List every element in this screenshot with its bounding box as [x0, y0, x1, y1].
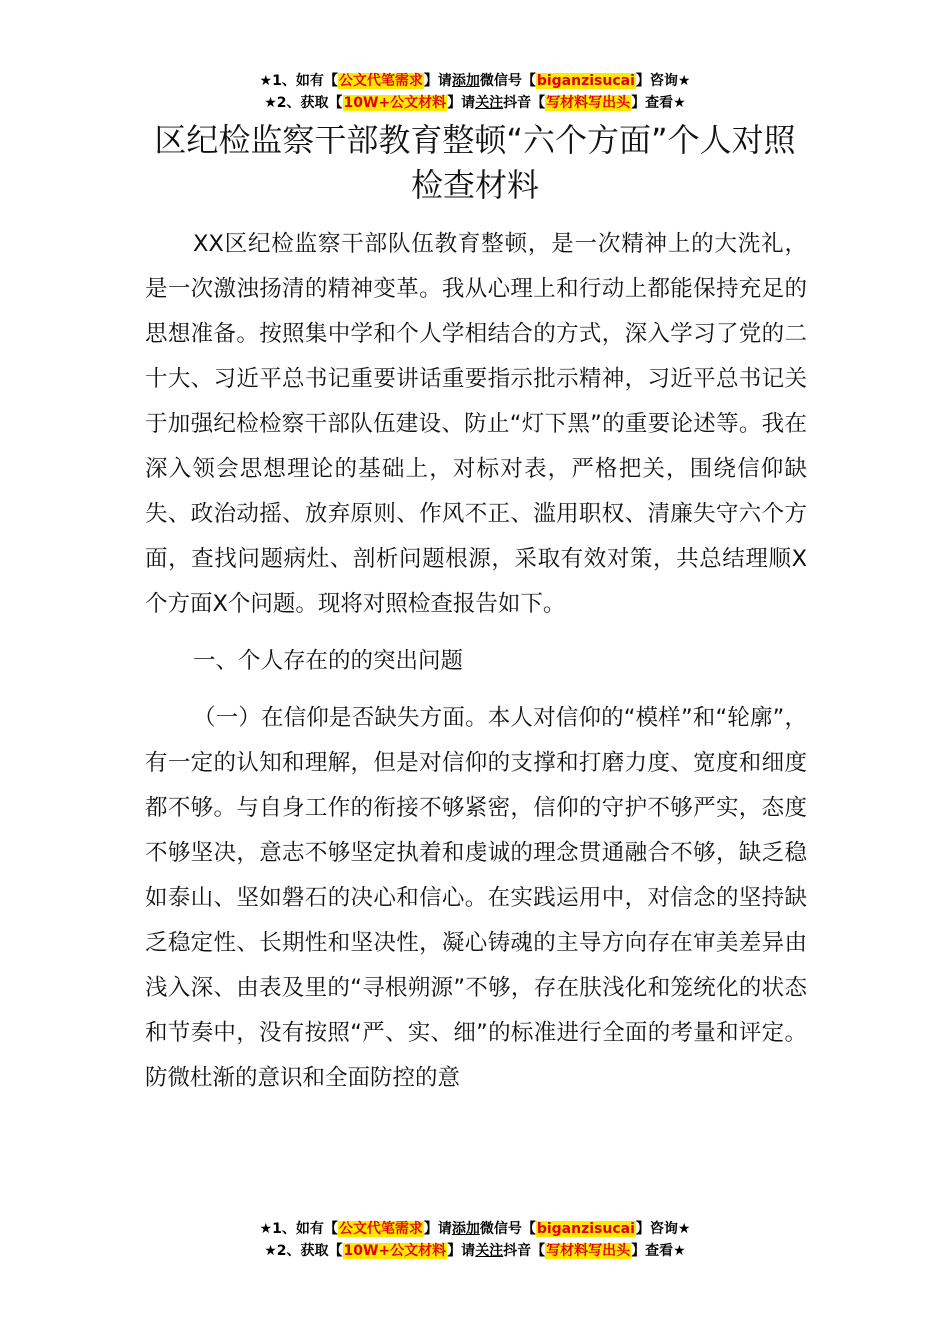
promo-footer [0, 1218, 950, 1262]
promo-highlight: 10W+公文材料 [343, 95, 447, 111]
promo-douyin-id: 写材料写出头 [546, 1243, 631, 1259]
document-body [145, 222, 807, 1101]
promo-text: 】咨询★ [635, 73, 691, 89]
promo-text: 抖音【 [503, 1243, 546, 1259]
promo-line-1 [0, 1218, 950, 1240]
promo-text: 】请 [447, 1243, 476, 1259]
section-heading: 一、个人存在的的突出问题 [193, 648, 464, 674]
promo-underline: 关注 [475, 1243, 504, 1259]
promo-text: 】查看★ [631, 1243, 686, 1259]
promo-text: ★2、获取【 [264, 1243, 343, 1259]
promo-text: 微信号【 [479, 1221, 536, 1237]
promo-text: ★2、获取【 [264, 95, 343, 111]
promo-text: 】咨询★ [635, 1221, 691, 1237]
document-title: 区纪检监察干部教育整顿“六个方面”个人对照检查材料 [154, 121, 796, 204]
promo-text: 】请 [423, 1221, 452, 1237]
promo-text: 抖音【 [503, 95, 546, 111]
body-paragraph: （一）在信仰是否缺失方面。本人对信仰的“模样”和“轮廓”，有一定的认知和理解，但是对信仰的支撑和打磨力度、宽度和细度都不够。与自身工作的衔接不够紧密，信仰的守护不够严实，态度不够坚决，意志不够坚定执着和虔诚的理念贯通融合不够，缺乏稳如泰山、坚如磐石的决心和信心。在实践运用中，对信念的坚持缺乏稳定性、长期性和坚决性，凝心铸魂的主导方向存在审美差异由浅入深、由表及里的“寻根朔源”不够，存在肤浅化和笼统化的状态和节奏中，没有按照“严、实、细”的标准进行全面的考量和评定。防微杜渐的意识和全面防控的意 [145, 705, 807, 1091]
promo-header [0, 70, 950, 114]
promo-highlight: 10W+公文材料 [343, 1243, 447, 1259]
promo-underline: 添加 [451, 73, 480, 89]
promo-highlight: 公文代笔需求 [338, 1221, 423, 1237]
promo-line-2 [0, 92, 950, 114]
promo-text: 】请 [423, 73, 452, 89]
promo-text: 微信号【 [479, 73, 536, 89]
promo-text: 】请 [447, 95, 476, 111]
promo-line-2 [0, 1240, 950, 1262]
promo-line-1 [0, 70, 950, 92]
promo-underline: 添加 [451, 1221, 480, 1237]
promo-wechat-id: biganzisucai [536, 73, 635, 89]
promo-text: ★1、如有【 [259, 73, 338, 89]
intro-paragraph: XX区纪检监察干部队伍教育整顿，是一次精神上的大洗礼，是一次激浊扬清的精神变革。我从心理上和行动上都能保持充足的思想准备。按照集中学和个人学相结合的方式，深入学习了党的二十大、习近平总书记重要讲话重要指示批示精神，习近平总书记关于加强纪检检察干部队伍建设、防止“灯下黑”的重要论述等。我在深入领会思想理论的基础上，对标对表，严格把关，围绕信仰缺失、政治动摇、放弃原则、作风不正、滥用职权、清廉失守六个方面，查找问题病灶、剖析问题根源，采取有效对策，共总结理顺X个方面X个问题。现将对照检查报告如下。 [145, 231, 807, 617]
promo-text: ★1、如有【 [259, 1221, 338, 1237]
promo-highlight: 公文代笔需求 [338, 73, 423, 89]
promo-douyin-id: 写材料写出头 [546, 95, 631, 111]
promo-text: 】查看★ [631, 95, 686, 111]
promo-wechat-id: biganzisucai [536, 1221, 635, 1237]
promo-underline: 关注 [475, 95, 504, 111]
